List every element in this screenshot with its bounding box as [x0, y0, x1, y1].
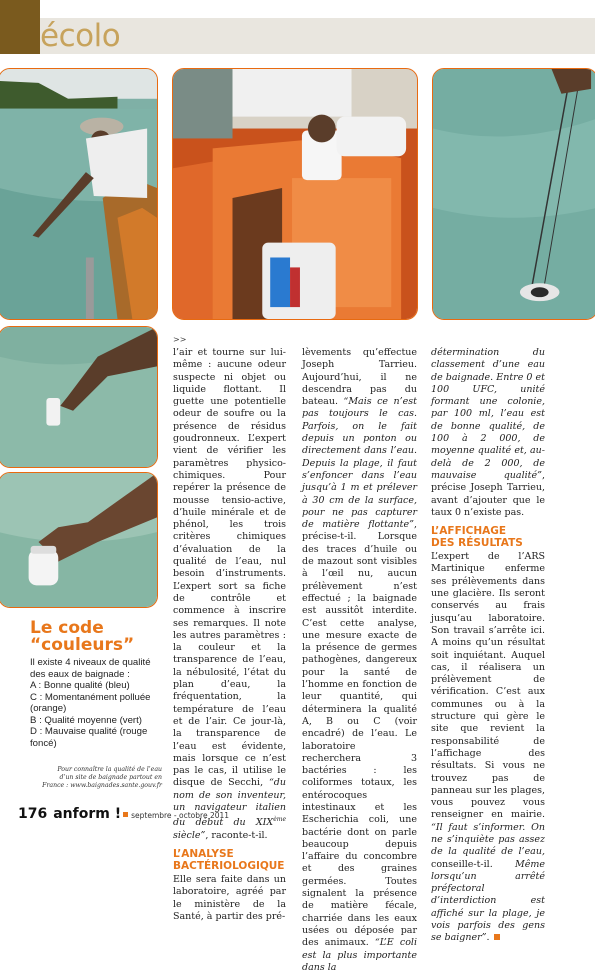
color-code-item-a: A : Bonne qualité (bleu): [30, 680, 130, 691]
col2-paragraph-1: lèvements qu’effectue Joseph Tarrieu. Aujourd’hui, il ne descendra pas du bateau. “Mais ce n’est pas toujours le cas. Parfois, on le fait depuis un ponton ou directement dans l’eau. Depuis la plage, il faut s’enfoncer dans l’eau jusqu’à 1 m et prélever à 30 cm de la surface, pour ne pas capturer de matière flottante”, précise-t-il. Lorsque des traces d’huile ou de mazout sont visibles à l’œil nu, aucun prélèvement n’est effectué ; la baignade est aussitôt interdite. C’est cette analyse, une mesure exacte de la présence de germes pathogènes, dangereux pour la santé de l’homme en fonction de leur quantité, qui déterminera la qualité A, B ou C (voir encadré) de l’eau. Le laboratoire recherchera 3 bactéries : les coliformes totaux, les entérocoques intestinaux et les Escherichia coli, une bactérie dont on parle beaucoup depuis l’affaire du concombre et des graines germées. Toutes signalent la présence de matière fécale, charriée dans les eaux usées ou déposée par des animaux. “L’E coli est la plus importante dans la: [302, 347, 418, 973]
color-code-item-d: D : Mauvaise qualité (rouge foncé): [30, 726, 148, 749]
col3-paragraph-2: L’expert de l’ARS Martinique enferme ses prélèvements dans une glacière. Ils seront conservés au frais jusqu’au laboratoire. Son travail s’arrête ici. A moins qu’un résultat soit inquiétant. Auquel cas, il réalisera un prélèvement de vérification. C’est aux communes ou à la structure qui gère le site que revient la responsabilité de l’affichage des résultats. Si vous ne trouvez pas de panneau sur les plages, vous pouvez vous renseigner en mairie. “Il faut s’informer. On ne s’inquiète pas assez de la qualité de l’eau, conseille-t-il. Même lorsqu’un arrêté préfectoral d’interdiction est affiché sur la plage, je vois parfois des gens se baigner”.: [431, 551, 545, 944]
end-of-article-mark: [494, 934, 500, 940]
article-column-3: [431, 347, 545, 945]
article-column-1: [173, 347, 286, 923]
source-credit: Pour connaître la qualité de l’eau d’un site de baignade partout en France : www.baignades.sante.gouv.fr: [42, 766, 162, 789]
color-code-item-b: B : Qualité moyenne (vert): [30, 714, 142, 726]
photo-hand-in-water: [0, 326, 158, 468]
subhead-bacteriological-analysis: L’ANALYSE BACTÉRIOLOGIQUE: [173, 848, 285, 873]
photo-sampling-bottles-in-boat: [172, 68, 418, 320]
article-column-2: [302, 347, 417, 974]
header-band: [40, 18, 595, 54]
color-code-title-line2: “couleurs”: [30, 635, 135, 655]
color-code-item-c: C : Momentanément polluée (orange): [30, 691, 151, 714]
col1-paragraph-1: l’air et tourne sur lui-même : aucune odeur suspecte ni objet ou liquide flottant. Il guette une potentielle odeur de soufre ou la présence de résidus goudronneux. L’expert vient de vérifier les paramètres physico-chimiques. Pour repérer la présence de mousse tensio-active, d’huile minérale et de phénol, les trois critères chimiques d’évaluation de la qualité de l’eau, nul besoin d’instruments. L’expert sort sa fiche de contrôle et commence à inscrire ses remarques. Il note les autres paramètres : la couleur et la transparence de l’eau, la nébulosité, l’état du plan d’eau, la fréquentation, la température de l’eau et de l’air. Ce jour-là, la transparence de l’eau est évidente, mais lorsque ce n’est pas le cas, il utilise le disque de Secchi, “du nom de son inventeur, un navigateur italien du début du XIXème siècle”, raconte-t-il.: [173, 347, 286, 841]
continuation-mark: >>: [173, 335, 187, 344]
magazine-name: anform !: [53, 806, 122, 822]
col3-paragraph-1: détermination du classement d’une eau de baignade. Entre 0 et 100 UFC, unité formant une colonie, par 100 ml, l’eau est de bonne qualité, de 100 à 2 000, de moyenne qualité et, au-delà de 2 000, de mauvaise qualité”, précise Joseph Tarrieu, avant d’ajouter que le taux 0 n’existe pas.: [431, 347, 545, 518]
color-code-intro: Il existe 4 niveaux de qualité des eaux de baignade :: [30, 657, 151, 680]
photo-secchi-disk-rope: [432, 68, 595, 320]
photo-man-leaning-over-boat: [0, 68, 158, 320]
color-code-list: [30, 680, 156, 749]
footer-square-mark: [123, 812, 128, 817]
section-title: écolo: [40, 18, 121, 54]
header-accent-bar: [0, 0, 40, 54]
page-number: 176: [18, 806, 48, 822]
photo-hand-holding-sample-cup: [0, 472, 158, 608]
col1-paragraph-2: Elle sera faite dans un laboratoire, agréé par le ministère de la Santé, à partir des pré-: [173, 874, 286, 922]
page-footer: [18, 806, 229, 822]
issue-date: septembre - octobre 2011: [131, 811, 230, 820]
color-code-title-line1: Le code: [30, 618, 104, 638]
subhead-results-display: L’AFFICHAGE DES RÉSULTATS: [431, 525, 523, 550]
color-code-box: [30, 620, 156, 749]
